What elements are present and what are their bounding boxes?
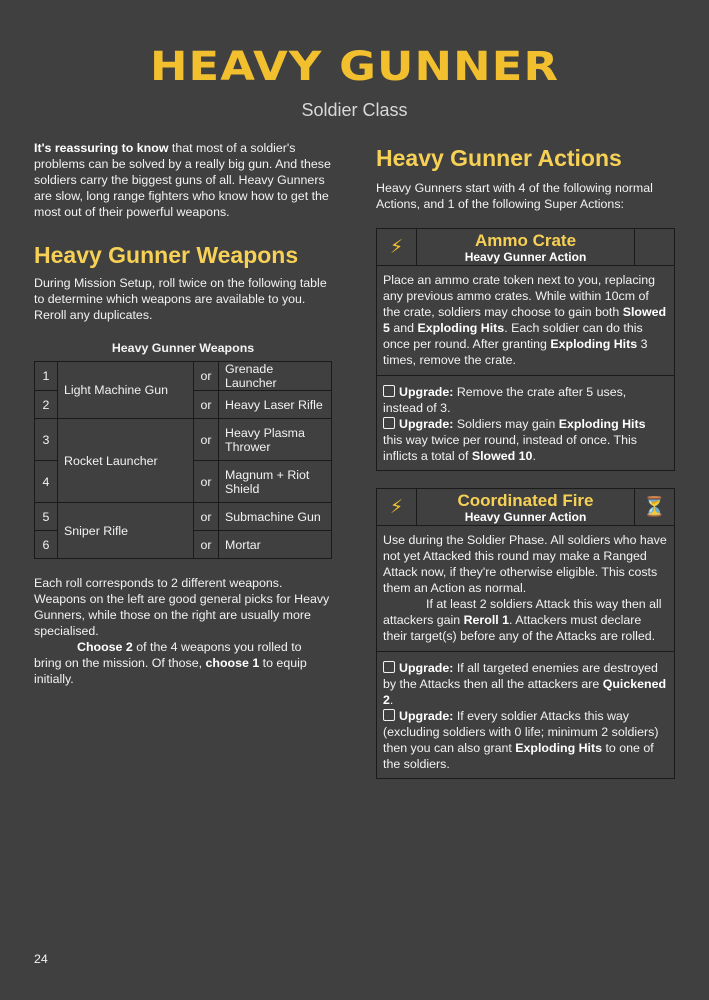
roll-number: 2 bbox=[35, 391, 58, 419]
upgrade-text: . bbox=[389, 693, 394, 707]
keyword: Slowed 10 bbox=[471, 449, 533, 463]
upgrade-label: Upgrade: bbox=[399, 417, 454, 431]
keyword: Exploding Hits bbox=[515, 741, 603, 755]
hourglass-icon: ⏳ bbox=[634, 489, 674, 525]
upgrade-item bbox=[383, 384, 668, 416]
right-weapon: Submachine Gun bbox=[219, 503, 332, 531]
actions-intro: Heavy Gunners start with 4 of the following normal Actions, and 1 of the following Super Actions: bbox=[376, 181, 653, 211]
checkbox-icon[interactable] bbox=[383, 661, 395, 673]
outro-text: of the 4 weapons you rolled to bring on the mission. Of those, bbox=[34, 640, 302, 670]
table-row bbox=[35, 503, 332, 531]
card-header bbox=[377, 489, 674, 526]
roll-number: 5 bbox=[35, 503, 58, 531]
left-column bbox=[34, 140, 332, 687]
card-name: Ammo Crate bbox=[474, 231, 577, 250]
upgrade-item bbox=[383, 416, 668, 464]
right-weapon: Mortar bbox=[219, 531, 332, 559]
weapons-heading: Heavy Gunner Weapons bbox=[34, 242, 299, 268]
actions-heading: Heavy Gunner Actions bbox=[376, 145, 622, 171]
or-label: or bbox=[194, 391, 219, 419]
or-label: or bbox=[194, 419, 219, 461]
left-weapon: Sniper Rifle bbox=[58, 503, 194, 559]
roll-number: 6 bbox=[35, 531, 58, 559]
keyword: Slowed 5 bbox=[383, 305, 667, 335]
keyword: Quickened 2 bbox=[383, 677, 667, 707]
page-title: HEAVY GUNNER bbox=[149, 44, 560, 90]
upgrade-text: Remove the crate after 5 uses, instead of 3. bbox=[383, 385, 627, 415]
body-text: If at least 2 soldiers Attack this way then all attackers gain bbox=[383, 597, 662, 627]
card-body bbox=[377, 266, 674, 376]
body-text: . Each soldier can do this once per round. After granting bbox=[383, 321, 643, 351]
or-label: or bbox=[194, 503, 219, 531]
checkbox-icon[interactable] bbox=[383, 385, 395, 397]
or-label: or bbox=[194, 362, 219, 391]
upgrade-label: Upgrade: bbox=[399, 661, 454, 675]
card-upgrades bbox=[377, 652, 674, 778]
upgrade-item bbox=[383, 708, 668, 772]
weapons-table bbox=[34, 361, 332, 559]
weapons-outro bbox=[34, 575, 332, 687]
or-label: or bbox=[194, 531, 219, 559]
outro-text: to equip initially. bbox=[34, 656, 307, 686]
right-weapon: Heavy Laser Rifle bbox=[219, 391, 332, 419]
keyword: Reroll 1 bbox=[463, 613, 510, 627]
table-row bbox=[35, 419, 332, 461]
weapons-table-caption: Heavy Gunner Weapons bbox=[111, 341, 255, 355]
body-text: . Attackers must declare their target(s) before any of the Attacks are rolled. bbox=[383, 613, 656, 643]
card-type: Heavy Gunner Action bbox=[464, 250, 587, 264]
body-text: and bbox=[389, 321, 418, 335]
checkbox-icon[interactable] bbox=[383, 417, 395, 429]
card-upgrades bbox=[377, 376, 674, 470]
upgrade-label: Upgrade: bbox=[399, 709, 454, 723]
keyword: Exploding Hits bbox=[558, 417, 646, 431]
choose-two: Choose 2 bbox=[77, 640, 133, 654]
page-number: 24 bbox=[34, 952, 48, 966]
weapons-outro-text: Each roll corresponds to 2 different weapons. Weapons on the left are good general picks for Heavy Gunners, while those on the right are usually more specialised. bbox=[34, 576, 330, 638]
or-label: or bbox=[194, 461, 219, 503]
left-weapon: Rocket Launcher bbox=[58, 419, 194, 503]
card-header bbox=[377, 229, 674, 266]
lightning-icon: ⚡ bbox=[377, 489, 417, 525]
weapons-intro: During Mission Setup, roll twice on the following table to determine which weapons are available to you. Reroll any duplicates. bbox=[34, 276, 327, 322]
roll-number: 4 bbox=[35, 461, 58, 503]
upgrade-text: . bbox=[532, 449, 536, 463]
intro-text: that most of a soldier's problems can be solved by a really big gun. And these soldiers carry the biggest guns of all. Heavy Gunners are slow, long range fighters who know how to get the most out of their powerful weapons. bbox=[34, 141, 331, 219]
keyword: Exploding Hits bbox=[550, 337, 638, 351]
upgrade-text: to one of the soldiers. bbox=[383, 741, 654, 771]
upgrade-text: If all targeted enemies are destroyed by the Attacks then all the attackers are bbox=[383, 661, 658, 691]
right-weapon: Magnum + Riot Shield bbox=[219, 461, 332, 503]
upgrade-text: Soldiers may gain bbox=[453, 417, 559, 431]
card-name: Coordinated Fire bbox=[457, 491, 594, 510]
body-text: 3 times, remove the crate. bbox=[383, 337, 648, 367]
action-card-ammo-crate bbox=[376, 228, 675, 471]
body-text: Use during the Soldier Phase. All soldiers who have not yet Attacked this round may make a Ranged Attack now, if they're otherwise eligible. This costs them an Action as normal. bbox=[383, 533, 667, 595]
right-weapon: Grenade Launcher bbox=[219, 362, 332, 391]
roll-number: 1 bbox=[35, 362, 58, 391]
card-type: Heavy Gunner Action bbox=[464, 510, 587, 524]
upgrade-label: Upgrade: bbox=[399, 385, 454, 399]
page-subtitle: Soldier Class bbox=[301, 100, 408, 120]
checkbox-icon[interactable] bbox=[383, 709, 395, 721]
right-column bbox=[376, 145, 675, 779]
right-weapon: Heavy Plasma Thrower bbox=[219, 419, 332, 461]
intro-lead: It's reassuring to know bbox=[34, 141, 169, 155]
choose-one: choose 1 bbox=[205, 656, 260, 670]
upgrade-text: If every soldier Attacks this way (excluding soldiers with 0 life; minimum 2 soldiers) then you can also grant bbox=[383, 709, 659, 755]
intro-paragraph bbox=[34, 140, 332, 220]
table-row bbox=[35, 362, 332, 391]
left-weapon: Light Machine Gun bbox=[58, 362, 194, 419]
action-card-coordinated-fire bbox=[376, 488, 675, 779]
lightning-icon: ⚡ bbox=[377, 229, 417, 265]
roll-number: 3 bbox=[35, 419, 58, 461]
empty-icon-slot bbox=[634, 229, 674, 265]
card-body bbox=[377, 526, 674, 652]
upgrade-text: this way twice per round, instead of once. This inflicts a total of bbox=[383, 433, 637, 463]
body-text: Place an ammo crate token next to you, replacing any previous ammo crates. While within 10cm of the crate, soldiers may choose to gain both bbox=[383, 273, 656, 319]
keyword: Exploding Hits bbox=[417, 321, 505, 335]
upgrade-item bbox=[383, 660, 668, 708]
